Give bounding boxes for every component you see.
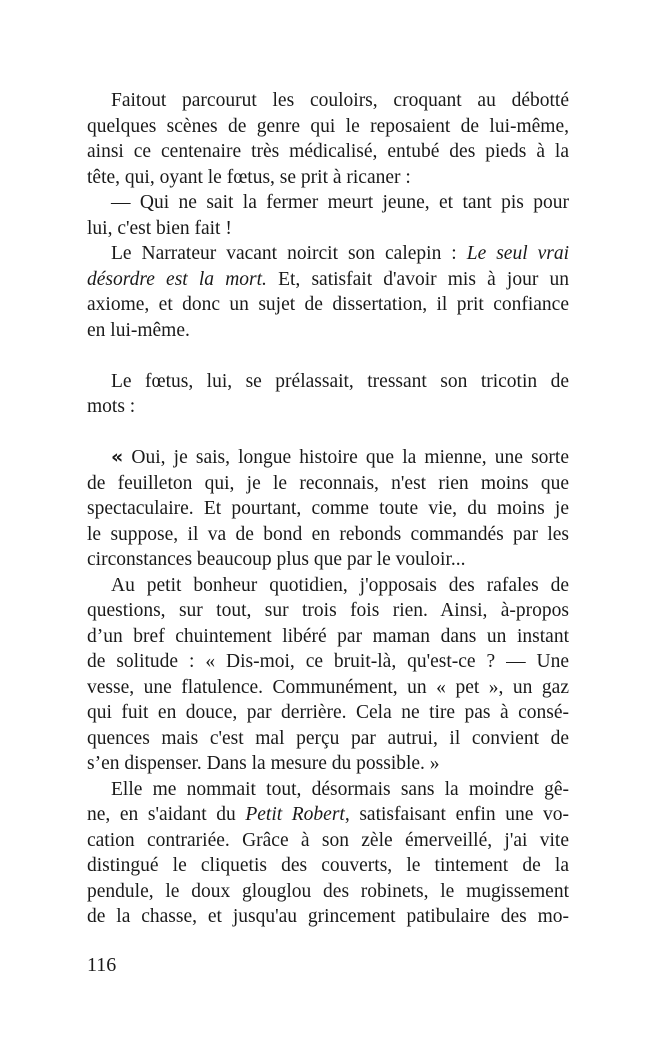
- text-span: ne, en s'aidant du: [87, 804, 246, 825]
- text-line: qui fuit en douce, par derrière. Cela ne tire pas à consé-: [87, 702, 569, 723]
- text-line: en lui-même.: [87, 319, 190, 341]
- text-line: tête, qui, oyant le fœtus, se prit à ricaner :: [87, 166, 411, 188]
- text-line: [87, 445, 569, 471]
- paragraph-gap: [87, 343, 569, 369]
- text-line: [87, 267, 569, 293]
- text-line: ainsi ce centenaire très médicalisé, entubé des pieds à la: [87, 141, 569, 162]
- text-line: quences mais c'est mal perçu par autrui, il convient de: [87, 727, 569, 749]
- text-line: cation contrariée. Grâce à son zèle émerveillé, j'ai vite: [87, 829, 569, 851]
- text-line: pendule, le doux glouglou des robinets, le mugissement: [87, 880, 569, 902]
- text-span: Oui, je sais, longue histoire que la mienne, une sorte: [123, 447, 569, 468]
- text-line: vesse, une flatulence. Communément, un « pet », un gaz: [87, 676, 569, 698]
- text-line: spectaculaire. Et pourtant, comme toute vie, du moins je: [87, 498, 569, 519]
- italic-quote: Le seul vrai: [466, 243, 569, 264]
- text-line: [87, 241, 569, 267]
- text-line: Au petit bonheur quotidien, j'opposais des rafales de: [111, 574, 569, 596]
- italic-title: Petit Robert: [245, 804, 345, 825]
- text-line: lui, c'est bien fait !: [87, 217, 232, 239]
- text-line: s’en dispenser. Dans la mesure du possible. »: [87, 753, 440, 774]
- text-line: Le fœtus, lui, se prélassait, tressant son tricotin de: [111, 370, 569, 392]
- text-span: , satisfaisant enfin une vo-: [344, 804, 569, 825]
- text-line: mots :: [87, 396, 136, 417]
- text-line: Elle me nommait tout, désormais sans la moindre gê-: [111, 778, 569, 800]
- text-span: Le Narrateur vacant noircit son calepin :: [111, 243, 467, 264]
- page-number: 116: [87, 954, 117, 976]
- text-line: Faitout parcourut les couloirs, croquant au débotté: [111, 90, 569, 111]
- text-line: de solitude : « Dis-moi, ce bruit-là, qu'est-ce ? — Une: [87, 651, 569, 672]
- text-line: [87, 802, 569, 828]
- text-line: de feuilleton qui, je le reconnais, n'est rien moins que: [87, 472, 569, 494]
- text-span: Et, satisfait d'avoir mis à jour un: [266, 268, 569, 290]
- text-line: questions, sur tout, sur trois fois rien. Ainsi, à-propos: [87, 600, 569, 621]
- text-line: axiome, et donc un sujet de dissertation, il prit confiance: [87, 294, 569, 315]
- text-line: d’un bref chuintement libéré par maman dans un instant: [87, 625, 569, 647]
- opening-guillemet: «: [111, 446, 124, 468]
- paragraph-gap: [87, 420, 569, 446]
- text-line: de la chasse, et jusqu'au grincement patibulaire des mo-: [87, 906, 569, 927]
- text-line: distingué le cliquetis des couverts, le tintement de la: [87, 855, 569, 876]
- text-line: circonstances beaucoup plus que par le vouloir...: [87, 549, 466, 570]
- text-line: — Qui ne sait la fermer meurt jeune, et tant pis pour: [111, 192, 569, 213]
- text-line: le suppose, il va de bond en rebonds commandés par les: [87, 523, 569, 545]
- page-body: [87, 88, 569, 930]
- text-line: quelques scènes de genre qui le reposaient de lui-même,: [87, 115, 569, 137]
- italic-quote: désordre est la mort.: [87, 268, 267, 290]
